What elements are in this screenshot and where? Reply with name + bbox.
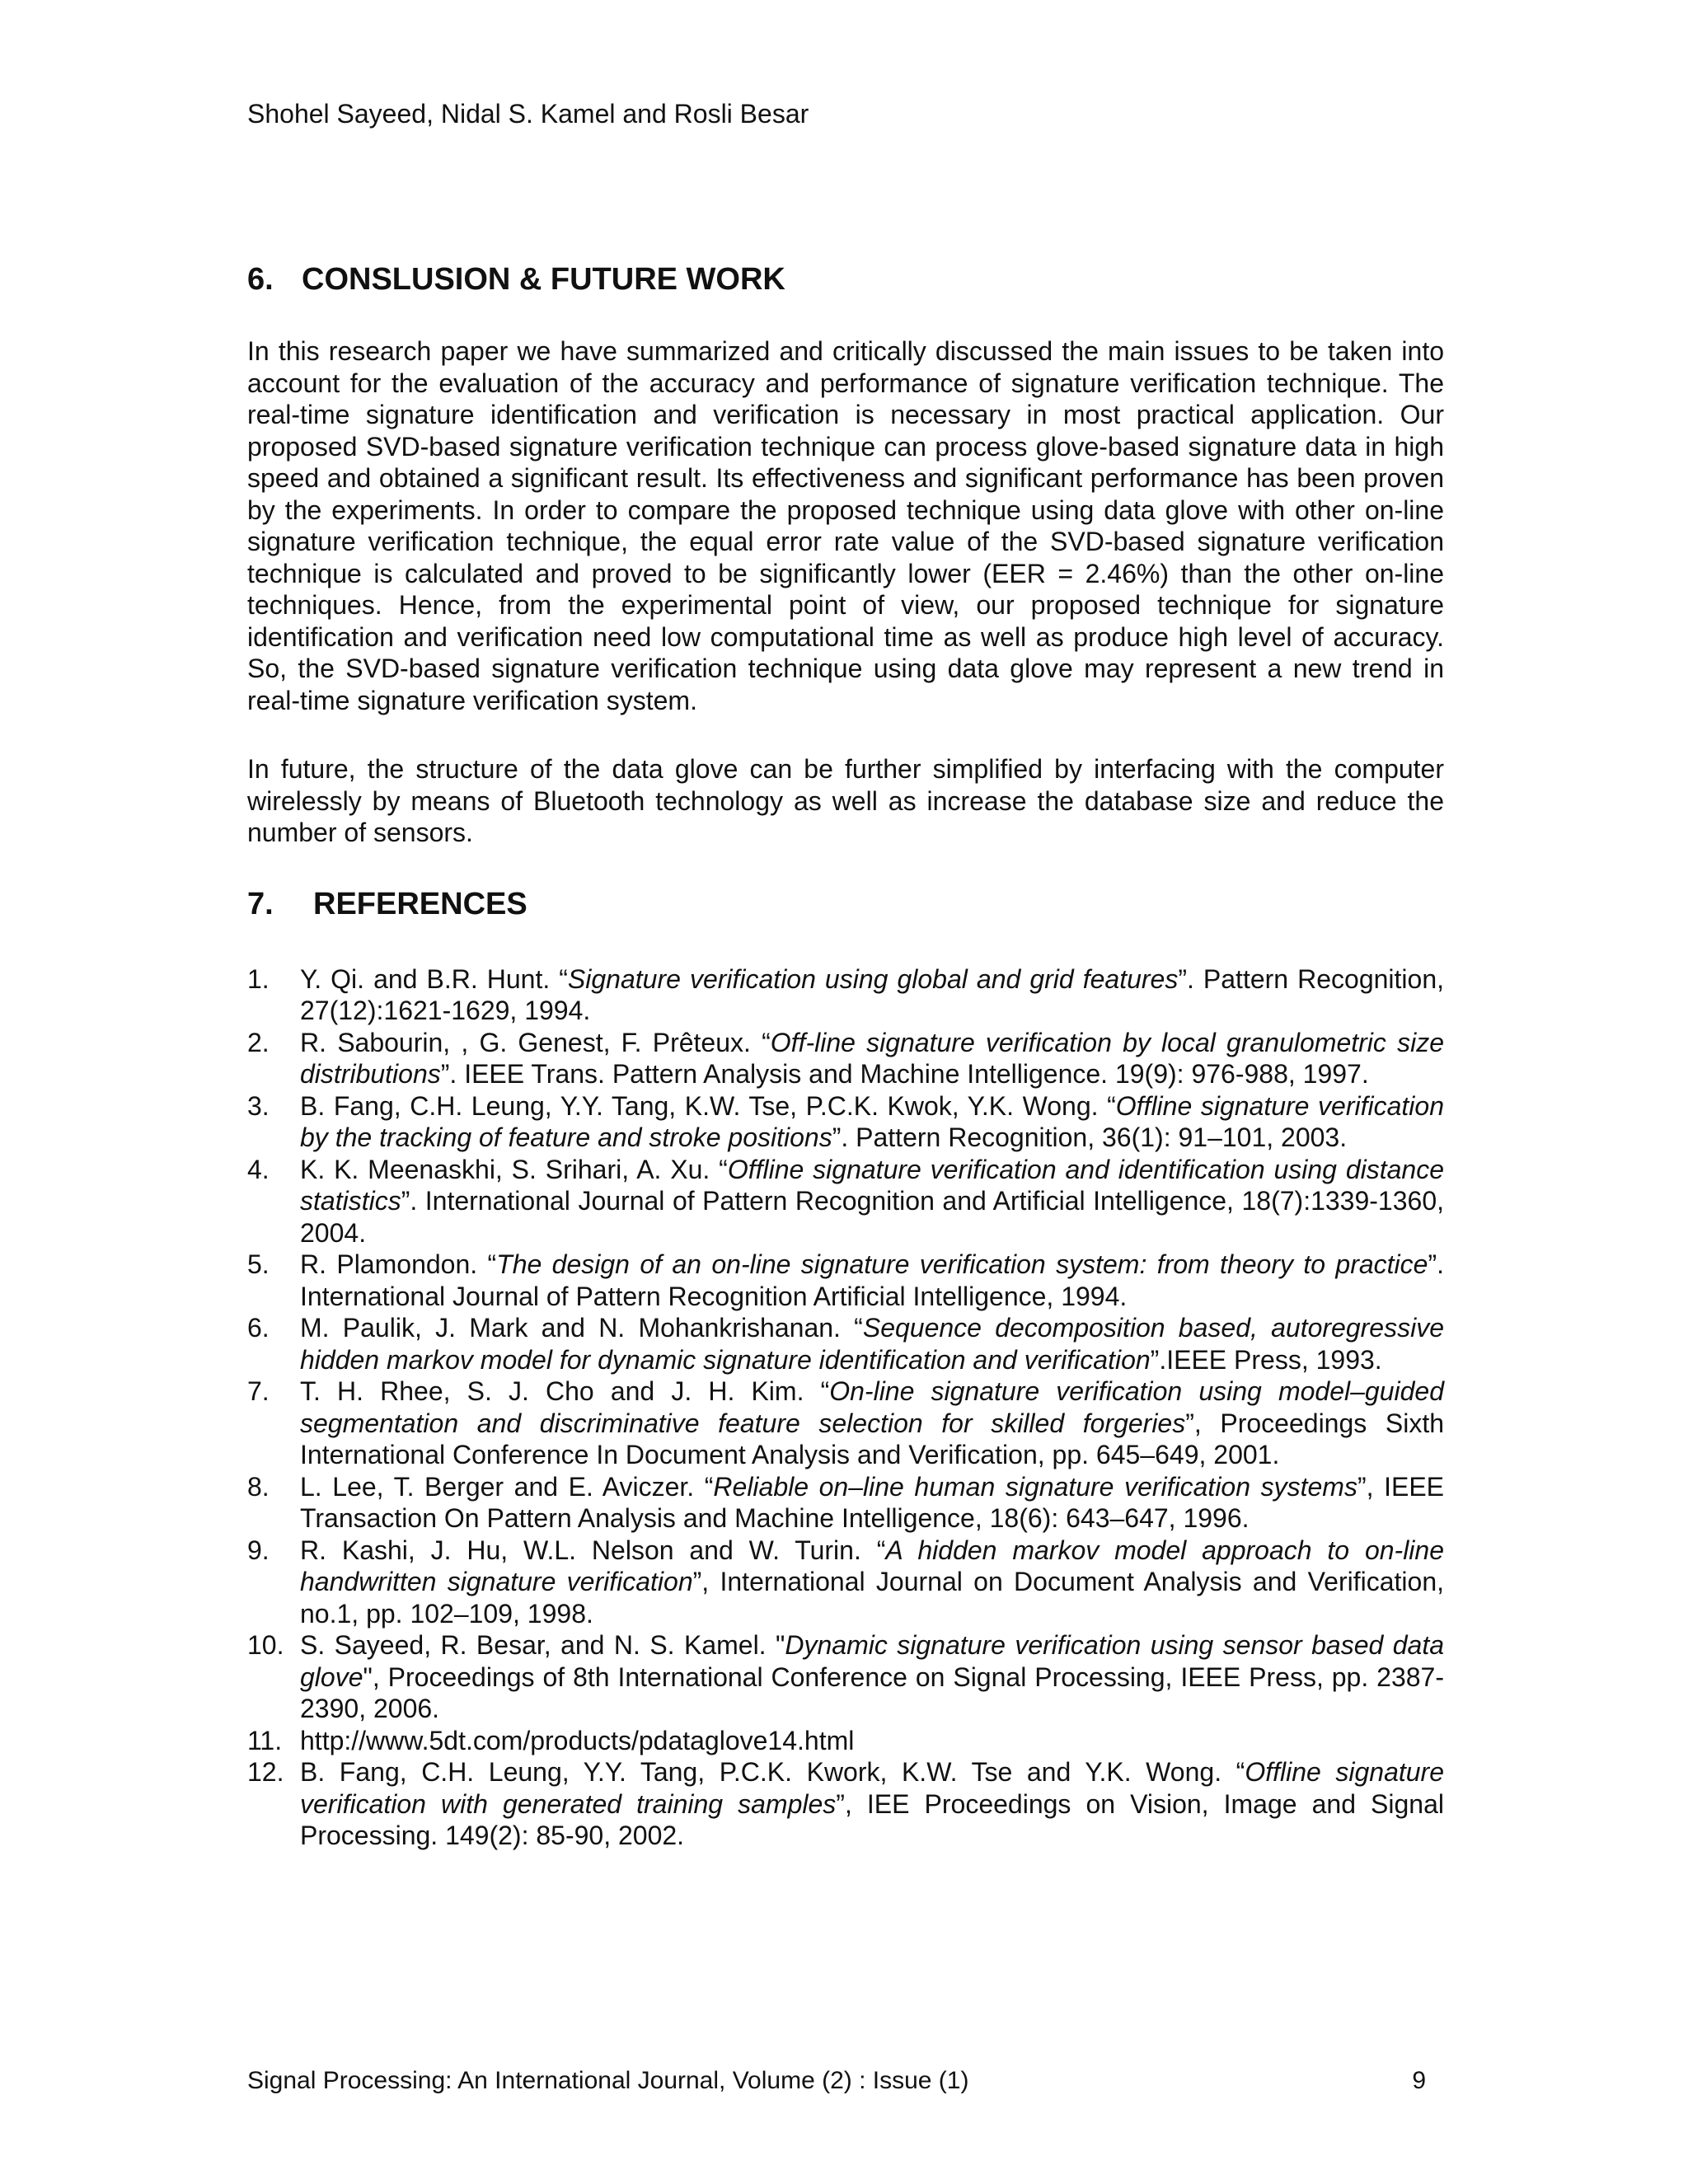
- reference-title: Sequence decomposition based, autoregressive hidden markov model for dynamic signature identification and verification: [300, 1313, 1445, 1375]
- reference-source: ", Proceedings of 8th International Conference on Signal Processing, IEEE Press, pp. 2387-2390, 2006.: [300, 1661, 1444, 1723]
- reference-authors: Y. Qi. and B.R. Hunt. “: [300, 963, 568, 994]
- reference-item: [247, 1756, 1444, 1852]
- reference-number: 8.: [247, 1471, 270, 1502]
- reference-item: [247, 1535, 1444, 1630]
- reference-number: 5.: [247, 1249, 270, 1279]
- reference-item: [247, 1312, 1444, 1376]
- reference-list: [247, 963, 1444, 1852]
- reference-authors: L. Lee, T. Berger and E. Aviczer. “: [300, 1471, 714, 1502]
- reference-title: On-line signature verification using model–guided segmentation and discriminative feature selection for skilled forgeries: [300, 1376, 1445, 1438]
- reference-number: 9.: [247, 1535, 270, 1565]
- reference-source: ”. Pattern Recognition, 36(1): 91–101, 2003.: [832, 1122, 1348, 1152]
- reference-number: 3.: [247, 1090, 270, 1121]
- reference-title: Offline signature verification and identification using distance statistics: [300, 1154, 1445, 1216]
- reference-source: ”. International Journal of Pattern Recognition Artificial Intelligence, 1994.: [300, 1249, 1445, 1311]
- section-6-number: 6.: [247, 262, 274, 297]
- reference-authors: M. Paulik, J. Mark and N. Mohankrishanan. “: [300, 1313, 863, 1343]
- reference-item: [247, 1725, 1444, 1757]
- reference-item: [247, 1376, 1444, 1471]
- conclusion-paragraph: In this research paper we have summarized and critically discussed the main issues to be taken into account for the evaluation of the accuracy and performance of signature verification technique. The real-time signature identification and verification is necessary in most practical application. Our proposed SVD-based signature verification technique can process glove-based signature data in high speed and obtained a significant result. Its effectiveness and significant performance has been proven by the experiments. In order to compare the proposed technique using data glove with other on-line signature verification technique, the equal error rate value of the SVD-based signature verification technique is calculated and proved to be significantly lower (EER = 2.46%) than the other on-line techniques. Hence, from the experimental point of view, our proposed technique for signature identification and verification need low computational time as well as produce high level of accuracy. So, the SVD-based signature verification technique using data glove may represent a new trend in real-time signature verification system.: [247, 336, 1444, 715]
- reference-number: 6.: [247, 1313, 270, 1343]
- reference-authors: B. Fang, C.H. Leung, Y.Y. Tang, K.W. Tse, P.C.K. Kwok, Y.K. Wong. “: [300, 1090, 1116, 1121]
- reference-title: Offline signature verification by the tracking of feature and stroke positions: [300, 1090, 1445, 1152]
- future-work-paragraph: In future, the structure of the data glove can be further simplified by interfacing with the computer wirelessly by means of Bluetooth technology as well as increase the database size and reduce the number of sensors.: [247, 754, 1444, 847]
- reference-title: The design of an on-line signature verification system: from theory to practice: [496, 1249, 1428, 1279]
- section-7-number: 7.: [247, 886, 274, 921]
- reference-number: 11.: [247, 1725, 283, 1755]
- reference-source: ”, Proceedings Sixth International Conference In Document Analysis and Verification, pp. 645–649, 2001.: [300, 1408, 1445, 1469]
- reference-title: Offline signature verification with generated training samples: [300, 1757, 1445, 1819]
- reference-authors: K. K. Meenaskhi, S. Srihari, A. Xu. “: [300, 1154, 728, 1184]
- reference-title: Dynamic signature verification using sensor based data glove: [300, 1630, 1445, 1692]
- reference-authors: R. Kashi, J. Hu, W.L. Nelson and W. Turin. “: [300, 1535, 886, 1565]
- reference-source: ”.IEEE Press, 1993.: [1150, 1344, 1382, 1375]
- page-body: [247, 262, 1444, 1852]
- reference-item: [247, 1027, 1444, 1090]
- reference-authors: R. Plamondon. “: [300, 1249, 497, 1279]
- section-6-heading: [247, 262, 1444, 298]
- reference-number: 10.: [247, 1630, 284, 1660]
- reference-source: ”, IEE Proceedings on Vision, Image and Signal Processing. 149(2): 85-90, 2002.: [300, 1788, 1445, 1850]
- reference-item: [247, 1154, 1444, 1249]
- running-header: Shohel Sayeed, Nidal S. Kamel and Rosli Besar: [247, 99, 809, 129]
- page-number: 9: [1412, 2067, 1426, 2094]
- footer-journal: Signal Processing: An International Journal, Volume (2) : Issue (1): [247, 2067, 969, 2094]
- reference-title: Signature verification using global and grid features: [567, 963, 1179, 994]
- reference-source: ”. Pattern Recognition, 27(12):1621-1629, 1994.: [300, 963, 1444, 1025]
- reference-number: 4.: [247, 1154, 270, 1184]
- section-7-title: REFERENCES: [313, 886, 528, 921]
- reference-number: 2.: [247, 1027, 270, 1057]
- reference-item: [247, 1090, 1444, 1154]
- reference-title: Reliable on–line human signature verification systems: [713, 1471, 1357, 1502]
- reference-number: 7.: [247, 1376, 270, 1406]
- reference-item: [247, 1249, 1444, 1312]
- reference-authors: S. Sayeed, R. Besar, and N. S. Kamel. ": [300, 1630, 785, 1660]
- reference-authors: B. Fang, C.H. Leung, Y.Y. Tang, P.C.K. Kwork, K.W. Tse and Y.K. Wong. “: [300, 1757, 1245, 1787]
- section-6-title: CONSLUSION & FUTURE WORK: [302, 262, 785, 297]
- reference-item: [247, 963, 1444, 1027]
- reference-authors: T. H. Rhee, S. J. Cho and J. H. Kim. “: [300, 1376, 830, 1406]
- section-7-heading: [247, 887, 1444, 922]
- reference-url-link[interactable]: http://www.5dt.com/products/pdataglove14.html: [300, 1725, 855, 1755]
- reference-source: ”, IEEE Transaction On Pattern Analysis and Machine Intelligence, 18(6): 643–647, 1996.: [300, 1471, 1445, 1533]
- reference-authors: R. Sabourin, , G. Genest, F. Prêteux. “: [300, 1027, 771, 1057]
- reference-item: [247, 1471, 1444, 1535]
- reference-source: ”, International Journal on Document Analysis and Verification, no.1, pp. 102–109, 1998.: [300, 1567, 1445, 1629]
- reference-source: ”. International Journal of Pattern Recognition and Artificial Intelligence, 18(7):1339-1360, 2004.: [300, 1186, 1444, 1248]
- reference-source: ”. IEEE Trans. Pattern Analysis and Machine Intelligence. 19(9): 976-988, 1997.: [440, 1059, 1369, 1089]
- reference-number: 12.: [247, 1757, 284, 1787]
- reference-title: A hidden markov model approach to on-line handwritten signature verification: [300, 1535, 1445, 1596]
- reference-title: Off-line signature verification by local granulometric size distributions: [300, 1027, 1445, 1089]
- reference-item: [247, 1629, 1444, 1725]
- reference-number: 1.: [247, 963, 270, 994]
